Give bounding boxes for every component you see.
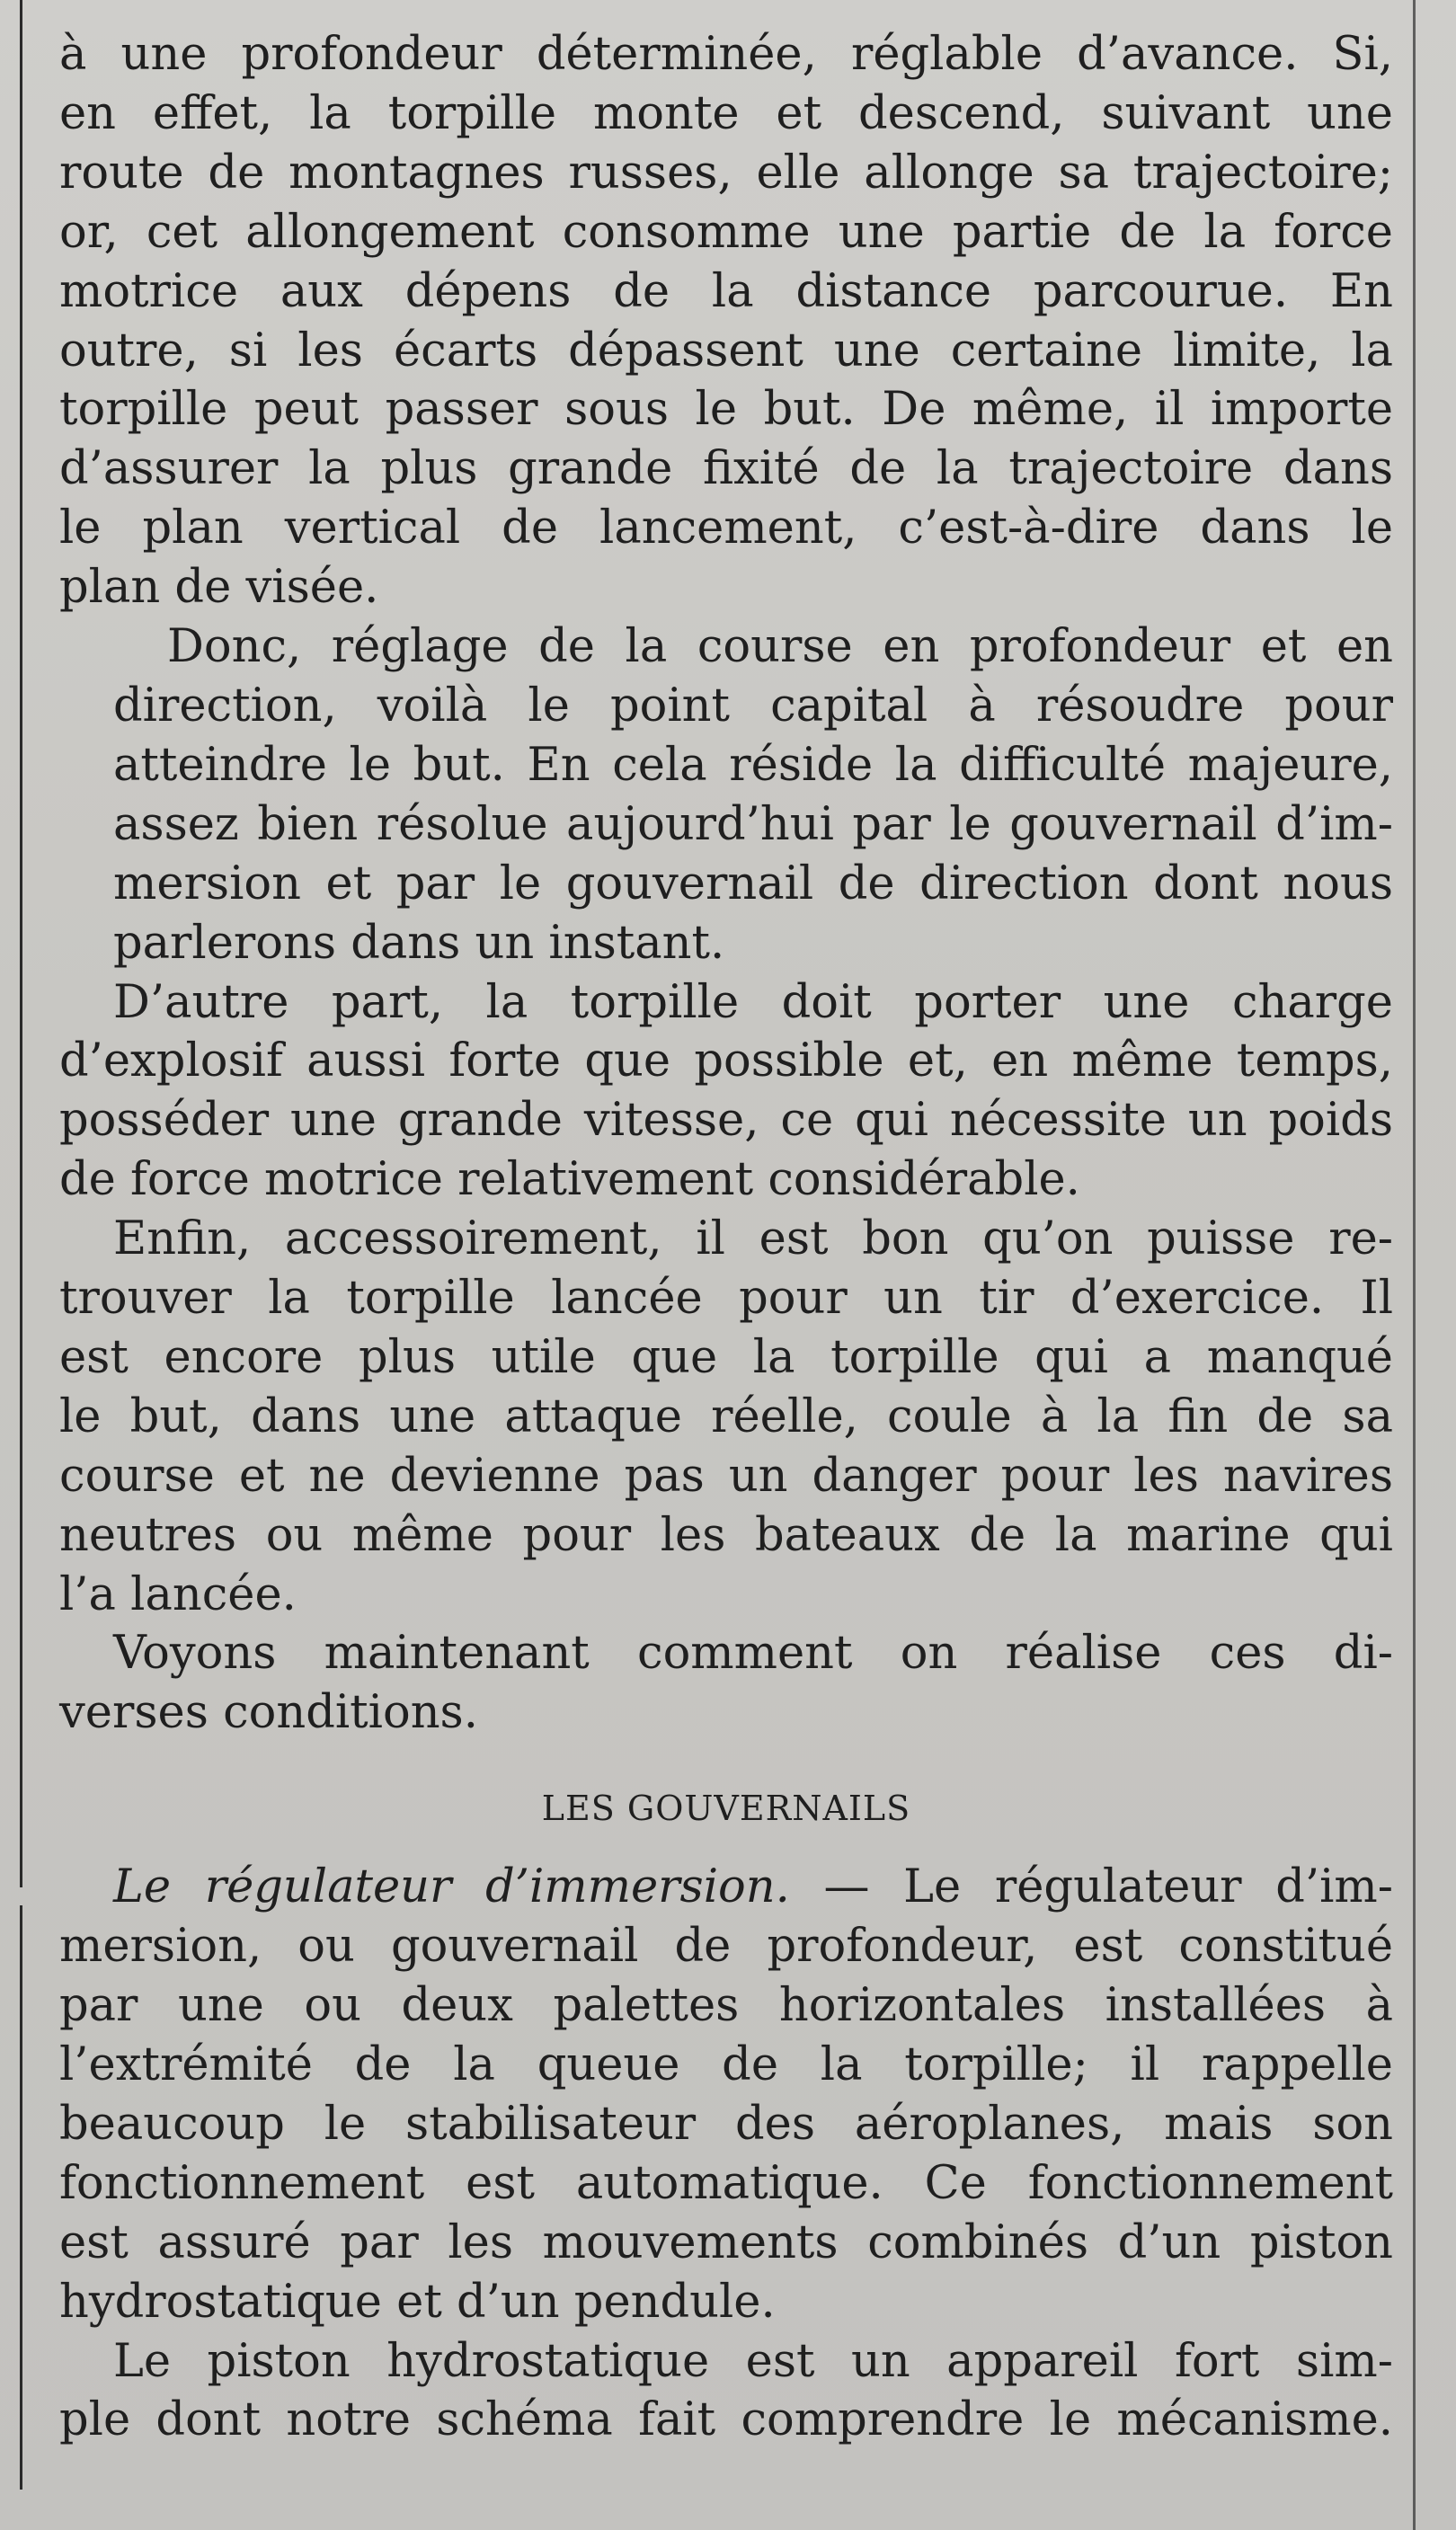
text-line: plan de visée.	[59, 561, 379, 615]
text-line: verses conditions.	[59, 1686, 478, 1740]
text-line: de force motrice relativement considérable.	[59, 1153, 1080, 1207]
text-line: torpille peut passer sous le but. De même, il importe	[59, 383, 1393, 437]
text-line: hydrostatique et d’un pendule.	[59, 2275, 776, 2329]
paragraph-3	[59, 973, 1393, 1211]
text-line: Donc, réglage de la course en profondeur et en	[167, 620, 1393, 674]
text-line: mersion, ou gouvernail de profondeur, est constitué	[59, 1920, 1393, 1974]
right-column-rule	[1413, 0, 1416, 2530]
text-line: outre, si les écarts dépassent une certaine limite, la	[59, 324, 1393, 377]
text-line: Voyons maintenant comment on réalise ces di-	[113, 1627, 1393, 1681]
text-line: en effet, la torpille monte et descend, suivant une	[59, 86, 1393, 140]
left-column-rule	[20, 0, 22, 1887]
text-line: Le piston hydrostatique est un appareil fort sim-	[113, 2334, 1393, 2388]
left-column-rule-lower	[20, 1905, 22, 2490]
text-line: D’autre part, la torpille doit porter une charge	[113, 975, 1393, 1029]
text-line: neutres ou même pour les bateaux de la marine qui	[59, 1508, 1393, 1562]
text-line: trouver la torpille lancée pour un tir d’exercice. Il	[59, 1272, 1393, 1326]
text-line: Enfin, accessoirement, il est bon qu’on puisse re-	[113, 1212, 1393, 1266]
text-line: par une ou deux palettes horizontales installées à	[59, 1979, 1393, 2033]
body-text	[59, 25, 1393, 2450]
text-line: est encore plus utile que la torpille qui a manqué	[59, 1330, 1393, 1384]
text-line: or, cet allongement consomme une partie de la force	[59, 205, 1393, 259]
text-line: course et ne devienne pas un danger pour les navires	[59, 1449, 1393, 1503]
section-heading: LES GOUVERNAILS	[541, 1789, 911, 1829]
text-line: d’assurer la plus grande fixité de la trajectoire dans	[59, 442, 1393, 496]
text-line: l’a lancée.	[59, 1567, 297, 1621]
text-line: motrice aux dépens de la distance parcourue. En	[59, 264, 1393, 318]
italic-lead: Le régulateur d’immersion.	[113, 1860, 790, 1914]
paragraph-2	[59, 617, 1393, 972]
text-line: route de montagnes russes, elle allonge sa trajectoire;	[59, 146, 1393, 200]
text-line: à une profondeur déterminée, réglable d’avance. Si,	[59, 28, 1393, 81]
paragraph-6	[59, 1858, 1393, 2331]
text-line: mersion et par le gouvernail de direction dont nous	[113, 857, 1393, 910]
text-line: le but, dans une attaque réelle, coule à la fin de sa	[59, 1389, 1393, 1443]
text-line: ple dont notre schéma fait comprendre le mécanisme.	[59, 2393, 1393, 2447]
text-line: atteindre le but. En cela réside la difficulté majeure,	[113, 738, 1393, 792]
text-line: fonctionnement est automatique. Ce fonctionnement	[59, 2156, 1393, 2210]
paragraph-1	[59, 25, 1393, 617]
lead-rest: — Le régulateur d’im-	[789, 1860, 1393, 1914]
paragraph-4	[59, 1210, 1393, 1624]
text-line: parlerons dans un instant.	[113, 916, 725, 970]
text-line: assez bien résolue aujourd’hui par le gouvernail d’im-	[113, 797, 1393, 851]
text-line: est assuré par les mouvements combinés d’un piston	[59, 2215, 1393, 2269]
text-line: le plan vertical de lancement, c’est-à-dire dans le	[59, 502, 1393, 555]
text-line: posséder une grande vitesse, ce qui nécessite un poids	[59, 1094, 1393, 1148]
paragraph-5	[59, 1624, 1393, 1743]
paragraph-7	[59, 2332, 1393, 2451]
text-line: direction, voilà le point capital à résoudre pour	[113, 679, 1393, 732]
text-line: l’extrémité de la queue de la torpille; il rappelle	[59, 2038, 1393, 2091]
text-line: d’explosif aussi forte que possible et, en même temps,	[59, 1034, 1393, 1088]
text-line: beaucoup le stabilisateur des aéroplanes, mais son	[59, 2097, 1393, 2151]
text-line	[59, 1858, 1393, 1917]
